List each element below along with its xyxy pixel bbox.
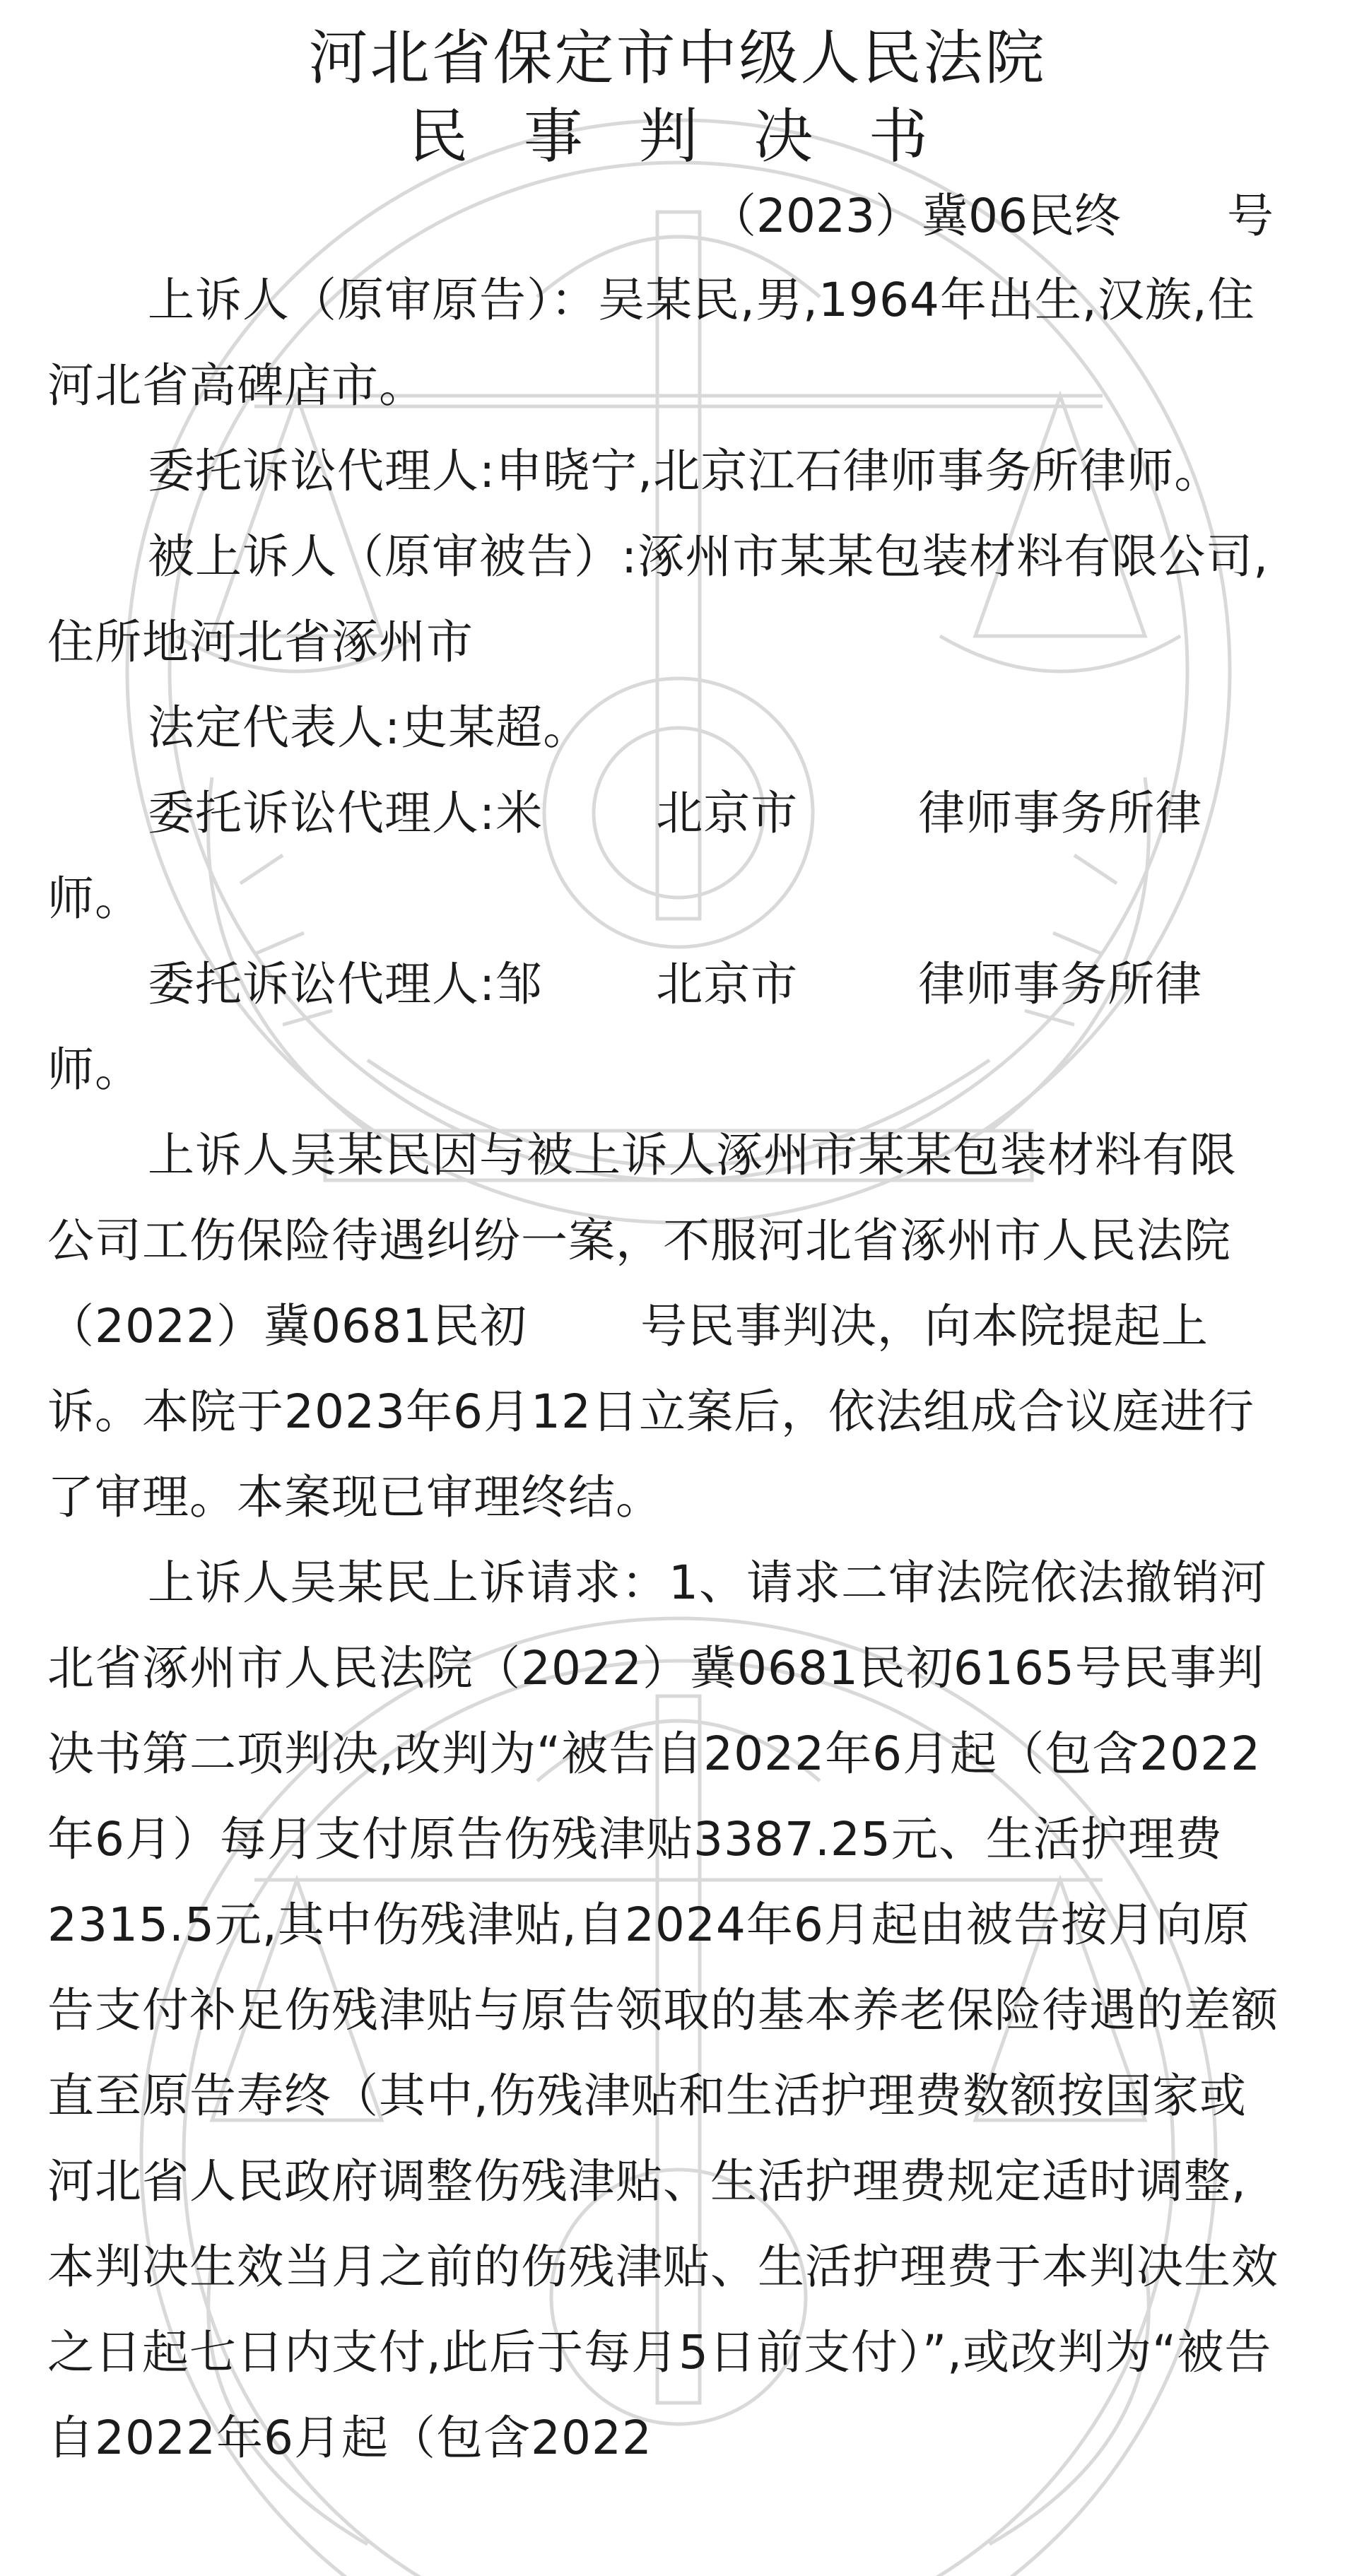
case-number <box>47 175 1279 257</box>
case-intro-part-1: 上诉人吴某民因与被上诉人涿州市某某包装材料有限公司工伤保险待遇纠纷一案，不服河北省涿州市人民法院（2022）冀0681民初 <box>47 1128 1237 1353</box>
agent-2-city: 北京市 <box>656 957 799 1011</box>
case-number-prefix: （2023）冀06民终 <box>710 189 1121 243</box>
case-intro-part-2: 号民事判决，向本院提起上诉。本院于2023年6月12日立案后，依法组成合议庭进行了审理。本案现已审理终结。 <box>47 1299 1255 1524</box>
appellee-agent-2-paragraph <box>47 941 1279 1112</box>
document-type: 民 事 判 决 书 <box>409 102 946 171</box>
agent-1-city: 北京市 <box>656 786 799 840</box>
appeal-request-paragraph: 上诉人吴某民上诉请求：1、请求二审法院依法撤销河北省涿州市人民法院（2022）冀0681民初6165号民事判决书第二项判决,改判为“被告自2022年6月起（包含2022年6月）每月支付原告伤残津贴3387.25元、生活护理费2315.5元,其中伤残津贴,自2024年6月起由被告按月向原告支付补足伤残津贴与原告领取的基本养老保险待遇的差额直至原告寿终（其中,伤残津贴和生活护理费数额按国家或河北省人民政府调整伤残津贴、生活护理费规定适时调整,本判决生效当月之前的伤残津贴、生活护理费于本判决生效之日起七日内支付,此后于每月5日前支付）”,或改判为“被告自2022年6月起（包含2022 <box>47 1555 1279 2465</box>
appellee-agent-1-paragraph <box>47 770 1279 941</box>
agent-2-firm: 律师事务所律师。 <box>47 957 1203 1097</box>
agent-1-firm: 律师事务所律师。 <box>47 786 1203 926</box>
agent-2-label: 委托诉讼代理人:邹 <box>148 957 544 1011</box>
case-number-suffix: 号 <box>1227 189 1274 243</box>
appellee-paragraph: 被上诉人（原审被告）:涿州市某某包装材料有限公司,住所地河北省涿州市 <box>47 529 1269 669</box>
appellant-agent-paragraph: 委托诉讼代理人:申晓宁,北京江石律师事务所律师。 <box>148 444 1222 498</box>
legal-rep-paragraph: 法定代表人:史某超。 <box>148 700 591 755</box>
appellant-paragraph: 上诉人（原审原告）：吴某民,男,1964年出生,汉族,住河北省高碑店市。 <box>47 273 1255 413</box>
case-intro-paragraph <box>47 1112 1279 1540</box>
court-name: 河北省保定市中级人民法院 <box>308 23 1047 93</box>
agent-1-label: 委托诉讼代理人:米 <box>148 786 544 840</box>
